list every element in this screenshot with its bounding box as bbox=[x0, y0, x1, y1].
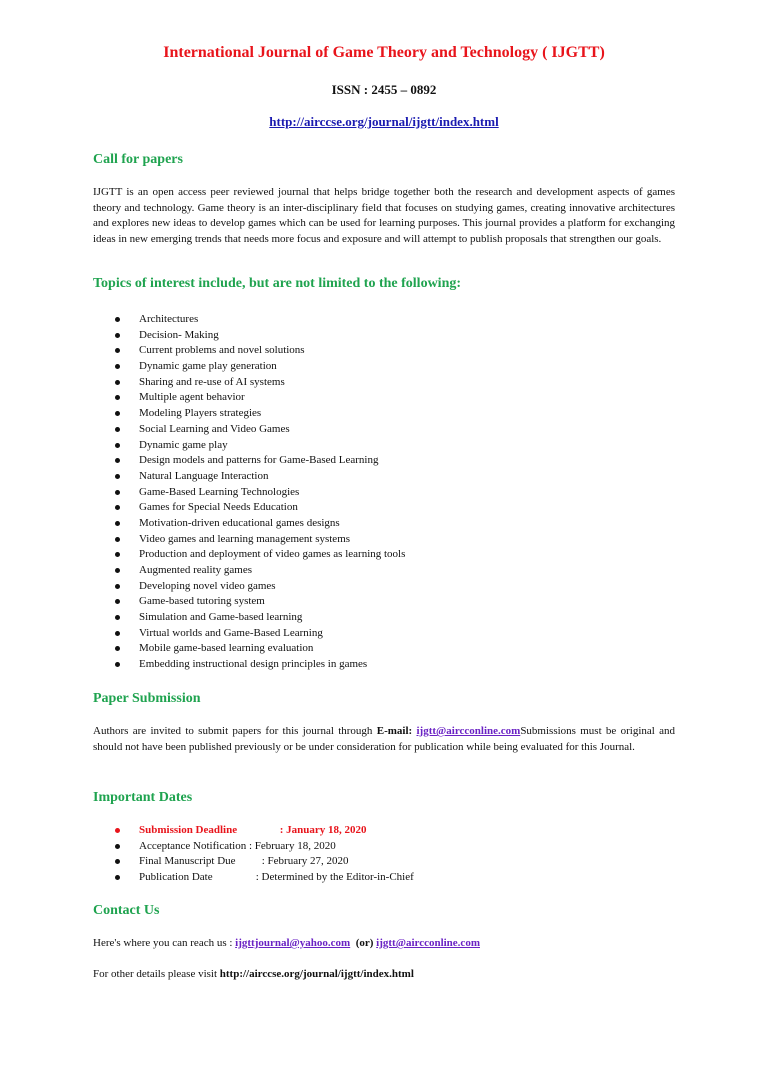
dates-list bbox=[93, 823, 414, 886]
bullet-icon bbox=[115, 568, 120, 573]
contact-email-airccse-link[interactable]: ijgtt@aircconline.com bbox=[376, 937, 480, 949]
topic-label: Design models and patterns for Game-Based Learning bbox=[139, 454, 379, 467]
topic-item bbox=[93, 500, 405, 516]
contact-or-text: (or) bbox=[355, 937, 374, 949]
bullet-icon bbox=[115, 584, 120, 589]
topic-label: Decision- Making bbox=[139, 328, 219, 341]
contact-reach-text: Here's where you can reach us : bbox=[93, 937, 236, 949]
bullet-icon bbox=[115, 427, 120, 432]
topic-item bbox=[93, 375, 405, 391]
topic-label: Natural Language Interaction bbox=[139, 469, 269, 482]
bullet-icon bbox=[115, 380, 120, 385]
date-value: : February 18, 2020 bbox=[248, 839, 336, 852]
date-value: : January 18, 2020 bbox=[279, 824, 367, 836]
date-item bbox=[93, 823, 414, 839]
bullet-icon bbox=[115, 631, 120, 636]
topic-label: Augmented reality games bbox=[139, 564, 253, 576]
topic-label: Game-based tutoring system bbox=[139, 595, 265, 608]
topic-label: Developing novel video games bbox=[139, 579, 276, 592]
topic-item bbox=[93, 312, 405, 328]
bullet-icon bbox=[115, 828, 120, 833]
date-label: Acceptance Notification bbox=[139, 839, 247, 852]
bullet-icon bbox=[115, 364, 120, 369]
topic-label: Social Learning and Video Games bbox=[139, 422, 290, 435]
topic-label: Virtual worlds and Game-Based Learning bbox=[139, 626, 323, 639]
call-for-papers-heading: Call for papers bbox=[93, 152, 183, 167]
topic-item bbox=[93, 390, 405, 406]
date-item bbox=[93, 839, 414, 855]
bullet-icon bbox=[115, 411, 120, 416]
bullet-icon bbox=[115, 505, 120, 510]
topic-item bbox=[93, 438, 405, 454]
journal-url-link[interactable]: http://airccse.org/journal/ijgtt/index.html bbox=[269, 114, 499, 129]
submission-body bbox=[93, 724, 675, 755]
submission-text-before: Authors are invited to submit papers for this journal through bbox=[93, 725, 377, 737]
topic-item bbox=[93, 359, 405, 375]
topic-item bbox=[93, 579, 405, 595]
date-label: Submission Deadline bbox=[139, 824, 238, 836]
submission-email-label: E-mail: bbox=[376, 725, 413, 737]
bullet-icon bbox=[115, 490, 120, 495]
topic-label: Modeling Players strategies bbox=[139, 407, 262, 420]
contact-details-url-link[interactable]: http://airccse.org/journal/ijgtt/index.html bbox=[219, 968, 414, 980]
topic-item bbox=[93, 532, 405, 548]
call-for-papers-body: IJGTT is an open access peer reviewed journal that helps bridge together both the research and development aspects of games theory and technology. Game theory is an inter-disciplinary field that focuses on studying games, creating innovative architectures and explores new ideas to develop games which can be used for learning purposes. This journal provides a platform for exchanging ideas in new emerging trends that needs more focus and exposure and will attempt to publish proposals that strengthen our goals. bbox=[93, 186, 675, 245]
topic-label: Simulation and Game-based learning bbox=[139, 611, 303, 624]
contact-details-line bbox=[93, 968, 414, 980]
topic-item bbox=[93, 469, 405, 485]
date-value: : Determined by the Editor-in-Chief bbox=[255, 871, 414, 884]
bullet-icon bbox=[115, 844, 120, 849]
contact-email-yahoo-link[interactable]: ijgttjournal@yahoo.com bbox=[235, 937, 351, 949]
topic-label: Embedding instructional design principles in games bbox=[139, 658, 368, 671]
paper-submission-heading: Paper Submission bbox=[93, 691, 201, 706]
bullet-icon bbox=[115, 599, 120, 604]
topics-list bbox=[93, 312, 405, 673]
topic-item bbox=[93, 610, 405, 626]
topic-item bbox=[93, 422, 405, 438]
topic-label: Architectures bbox=[139, 313, 199, 325]
submission-text-after: Submissions must be original and should not have been published previously or be under consideration for publication while being evaluated for this Journal. bbox=[93, 725, 676, 753]
topic-item bbox=[93, 343, 405, 359]
bullet-icon bbox=[115, 333, 120, 338]
topic-label: Video games and learning management systems bbox=[139, 532, 351, 545]
topic-item bbox=[93, 547, 405, 563]
bullet-icon bbox=[115, 458, 120, 463]
bullet-icon bbox=[115, 474, 120, 479]
topics-heading: Topics of interest include, but are not limited to the following: bbox=[93, 276, 462, 291]
topic-item bbox=[93, 563, 405, 579]
bullet-icon bbox=[115, 875, 120, 880]
date-item bbox=[93, 854, 414, 870]
topic-label: Dynamic game play bbox=[139, 438, 228, 451]
topic-item bbox=[93, 657, 405, 673]
bullet-icon bbox=[115, 646, 120, 651]
date-item bbox=[93, 870, 414, 886]
bullet-icon bbox=[115, 552, 120, 557]
journal-title: International Journal of Game Theory and Technology ( IJGTT) bbox=[163, 44, 605, 61]
contact-heading: Contact Us bbox=[93, 903, 160, 918]
bullet-icon bbox=[115, 662, 120, 667]
topic-item bbox=[93, 626, 405, 642]
bullet-icon bbox=[115, 859, 120, 864]
bullet-icon bbox=[115, 521, 120, 526]
topic-label: Multiple agent behavior bbox=[139, 391, 245, 404]
bullet-icon bbox=[115, 317, 120, 322]
bullet-icon bbox=[115, 348, 120, 353]
contact-reach-line bbox=[93, 937, 480, 949]
date-value: : February 27, 2020 bbox=[261, 855, 349, 868]
issn: ISSN : 2455 – 0892 bbox=[331, 82, 437, 97]
topic-label: Sharing and re-use of AI systems bbox=[139, 375, 285, 388]
submission-email-link[interactable]: ijgtt@aircconline.com bbox=[416, 725, 521, 737]
date-label: Final Manuscript Due bbox=[139, 855, 236, 868]
bullet-icon bbox=[115, 537, 120, 542]
topic-label: Dynamic game play generation bbox=[139, 360, 277, 373]
bullet-icon bbox=[115, 395, 120, 400]
topic-item bbox=[93, 406, 405, 422]
important-dates-heading: Important Dates bbox=[93, 790, 193, 805]
topic-item bbox=[93, 594, 405, 610]
topic-label: Production and deployment of video games as learning tools bbox=[139, 548, 406, 561]
topic-item bbox=[93, 516, 405, 532]
topic-item bbox=[93, 453, 405, 469]
topic-label: Mobile game-based learning evaluation bbox=[139, 642, 314, 655]
topic-label: Game-Based Learning Technologies bbox=[139, 485, 300, 498]
topic-label: Games for Special Needs Education bbox=[139, 501, 298, 514]
contact-details-text: For other details please visit bbox=[93, 968, 220, 980]
date-label: Publication Date bbox=[139, 871, 213, 884]
topic-item bbox=[93, 328, 405, 344]
topic-label: Motivation-driven educational games designs bbox=[139, 516, 340, 529]
topic-item bbox=[93, 641, 405, 657]
topic-label: Current problems and novel solutions bbox=[139, 344, 305, 357]
bullet-icon bbox=[115, 615, 120, 620]
topic-item bbox=[93, 485, 405, 501]
bullet-icon bbox=[115, 443, 120, 448]
